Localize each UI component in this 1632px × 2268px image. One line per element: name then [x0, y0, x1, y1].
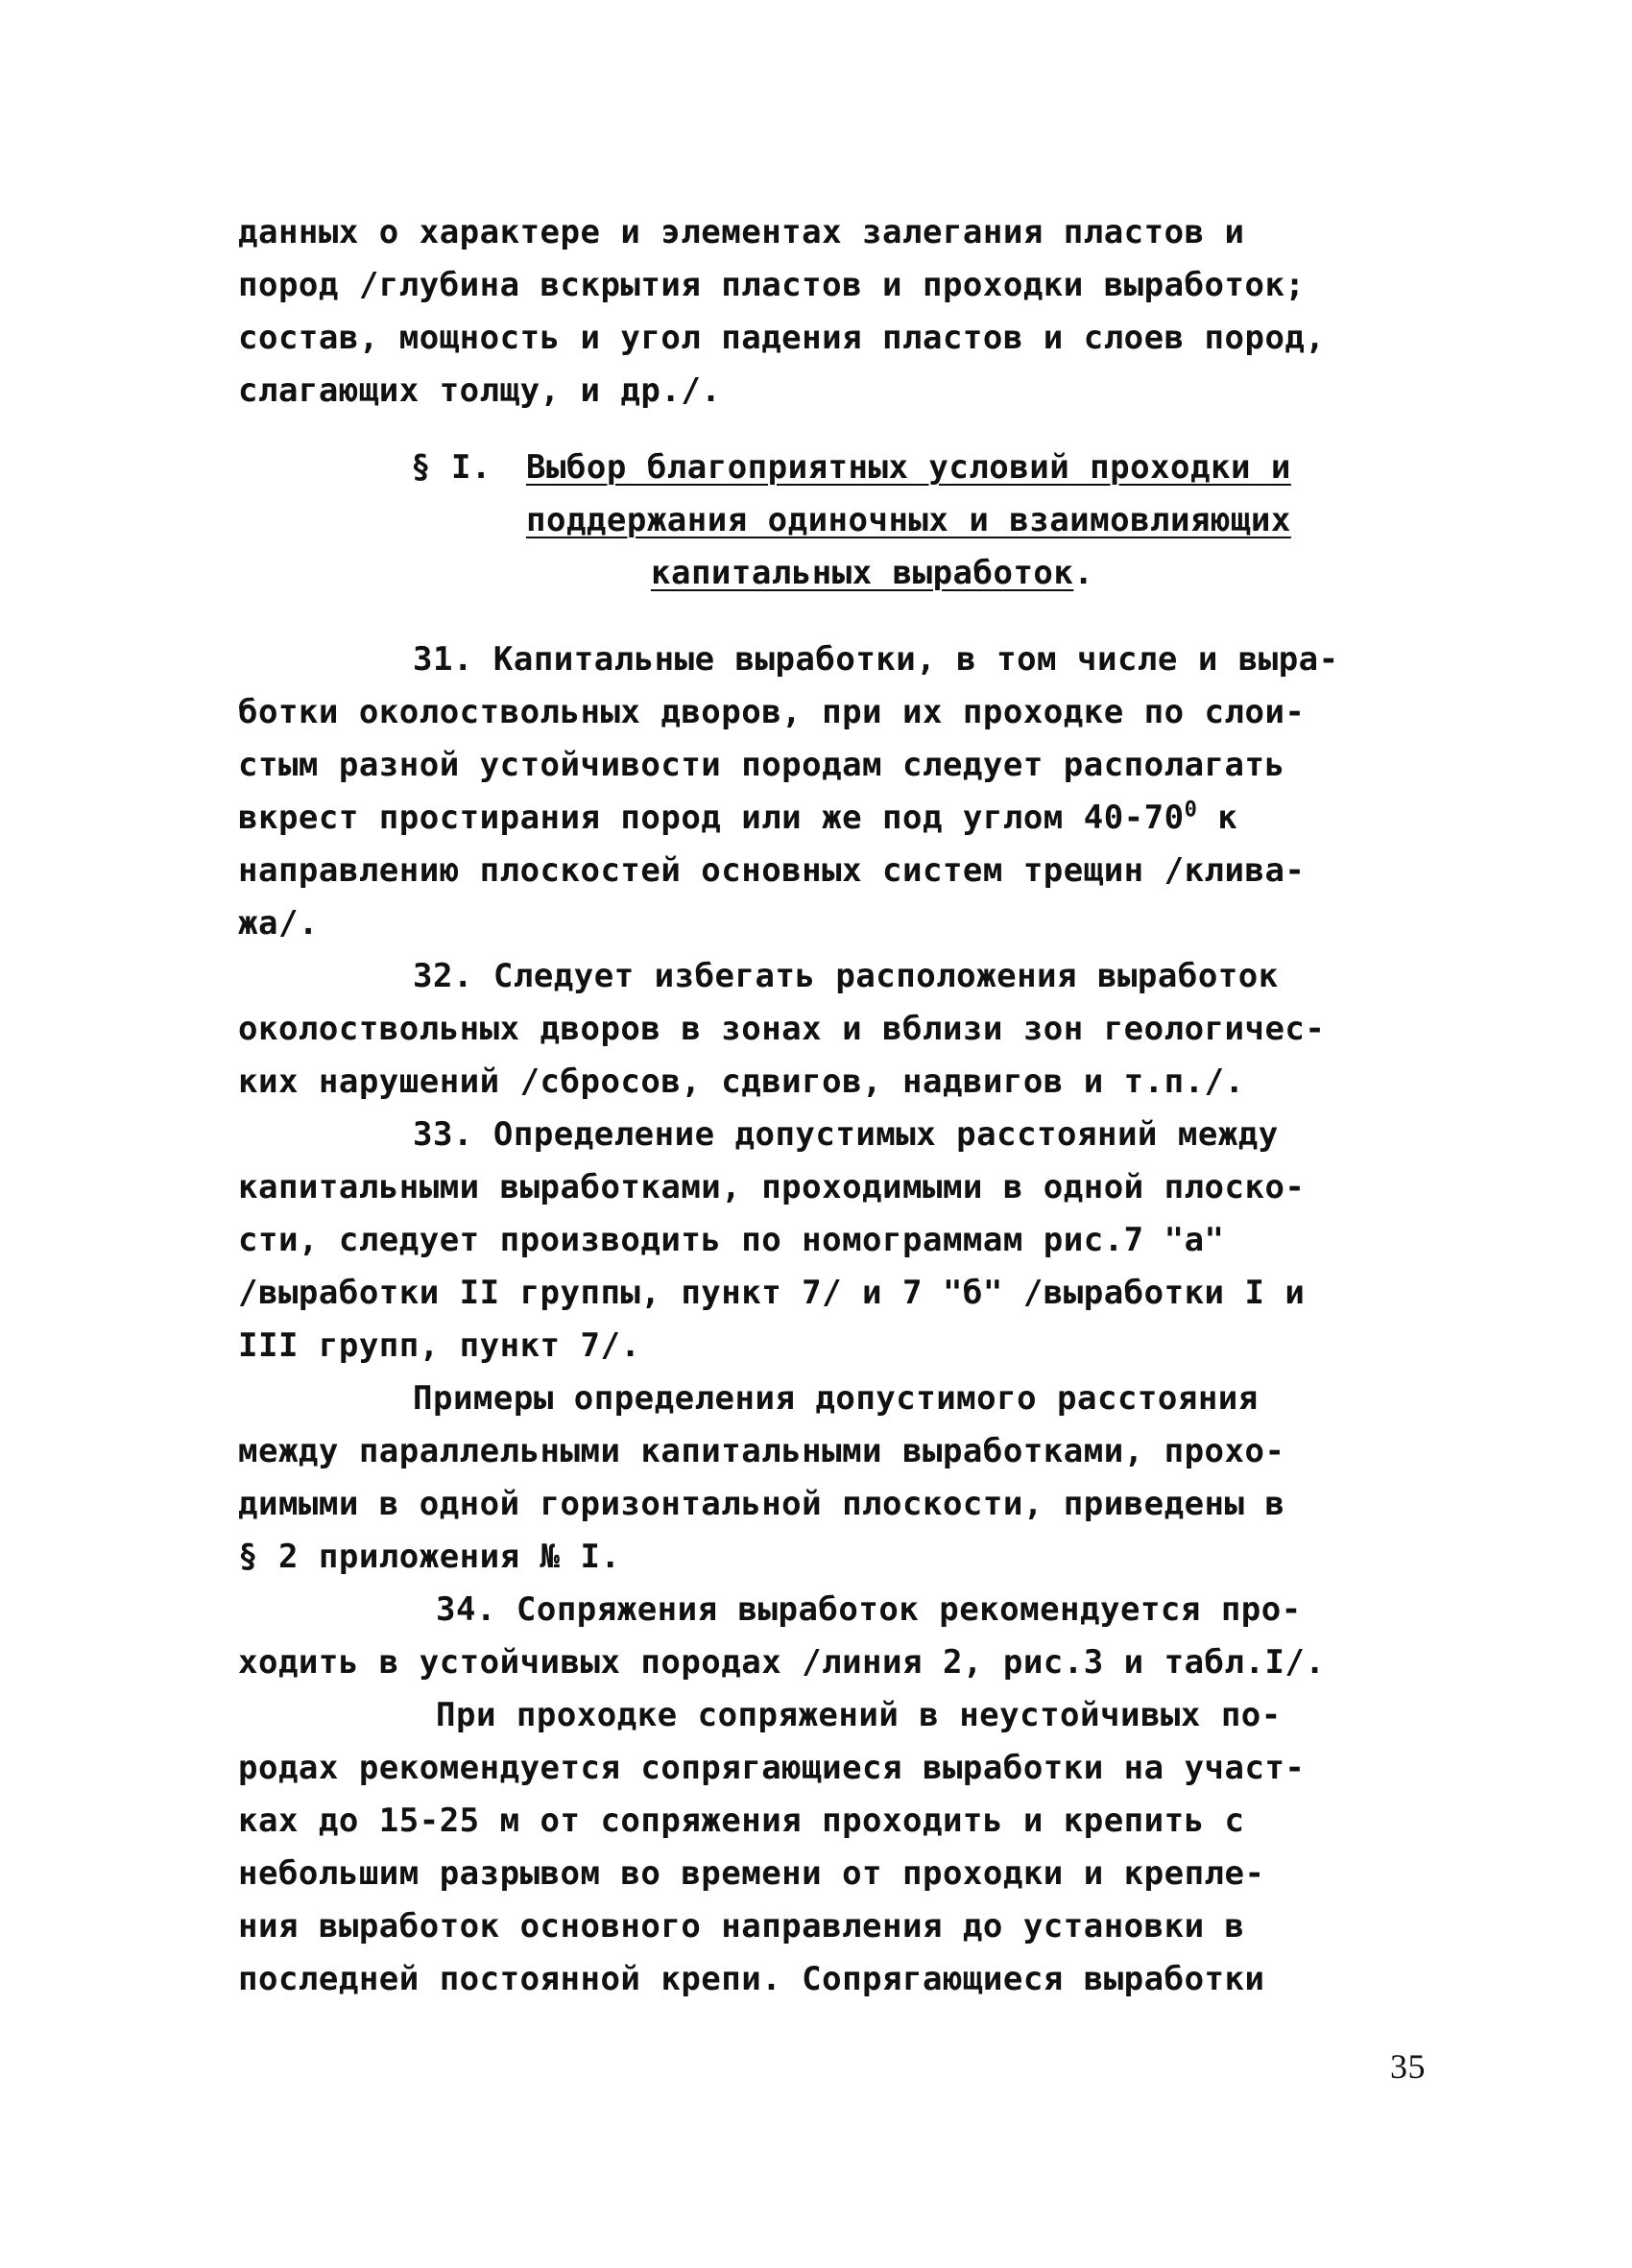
p33-line: /выработки II группы, пункт 7/ и 7 "б" /выработки I и [238, 1274, 1306, 1312]
p34b-line: При проходке сопряжений в неустойчивых по- [436, 1696, 1282, 1734]
p33-line: III групп, пункт 7/. [238, 1326, 641, 1365]
examples-line: Примеры определения допустимого расстояния [413, 1379, 1259, 1418]
examples-line: между параллельными капитальными выработками, прохо- [238, 1432, 1285, 1470]
intro-line: пород /глубина вскрытия пластов и проходки выработок; [238, 266, 1306, 304]
p34b-line: родах рекомендуется сопрягающиеся выработки на участ- [238, 1749, 1306, 1787]
p33-line: капитальными выработками, проходимыми в одной плоско- [238, 1168, 1306, 1206]
p31-angle-after: к [1197, 799, 1238, 837]
degree-superscript: 0 [1184, 798, 1198, 823]
p32-line: околоствольных дворов в зонах и вблизи зон геологичес- [238, 1010, 1326, 1048]
p33-line: 33. Определение допустимых расстояний между [413, 1115, 1279, 1154]
p31-line: ботки околоствольных дворов, при их проходке по слои- [238, 693, 1306, 731]
p34b-line: последней постоянной крепи. Сопрягающиеся выработки [238, 1960, 1265, 1998]
p31-line: стым разной устойчивости породам следует располагать [238, 746, 1285, 784]
section-title-line: капитальных выработок [651, 554, 1074, 592]
section-number: § I. [411, 448, 492, 487]
p34b-line: ках до 15-25 м от сопряжения проходить и крепить с [238, 1802, 1245, 1840]
p31-line: 31. Капитальные выработки, в том числе и выра- [413, 640, 1339, 679]
p31-line: жа/. [238, 904, 319, 943]
p34b-line: ния выработок основного направления до установки в [238, 1907, 1245, 1946]
p31-angle-line [238, 799, 1237, 837]
intro-line: слагающих толщу, и др./. [238, 371, 722, 410]
examples-line: § 2 приложения № I. [238, 1538, 621, 1576]
p34-line: 34. Сопряжения выработок рекомендуется про- [436, 1590, 1302, 1629]
intro-line: данных о характере и элементах залегания пластов и [238, 213, 1245, 251]
section-title-period: . [1073, 554, 1094, 592]
p34b-line: небольшим разрывом во времени от проходки и крепле- [238, 1854, 1265, 1893]
p31-angle-text: вкрест простирания пород или же под углом 40-70 [238, 799, 1185, 837]
p31-line: направлению плоскостей основных систем трещин /клива- [238, 851, 1306, 890]
page-number: 35 [1390, 2047, 1426, 2086]
p32-line: 32. Следует избегать расположения выработок [413, 957, 1279, 995]
examples-line: димыми в одной горизонтальной плоскости, приведены в [238, 1485, 1285, 1523]
intro-line: состав, мощность и угол падения пластов и слоев пород, [238, 319, 1326, 357]
section-title-line: Выбор благоприятных условий проходки и [526, 448, 1291, 487]
p32-line: ких нарушений /сбросов, сдвигов, надвигов и т.п./. [238, 1062, 1245, 1101]
section-title-last [651, 554, 1093, 592]
p33-line: сти, следует производить по номограммам рис.7 "а" [238, 1221, 1225, 1259]
section-title-line: поддержания одиночных и взаимовлияющих [526, 501, 1291, 539]
p34-line: ходить в устойчивых породах /линия 2, рис.3 и табл.I/. [238, 1643, 1326, 1682]
